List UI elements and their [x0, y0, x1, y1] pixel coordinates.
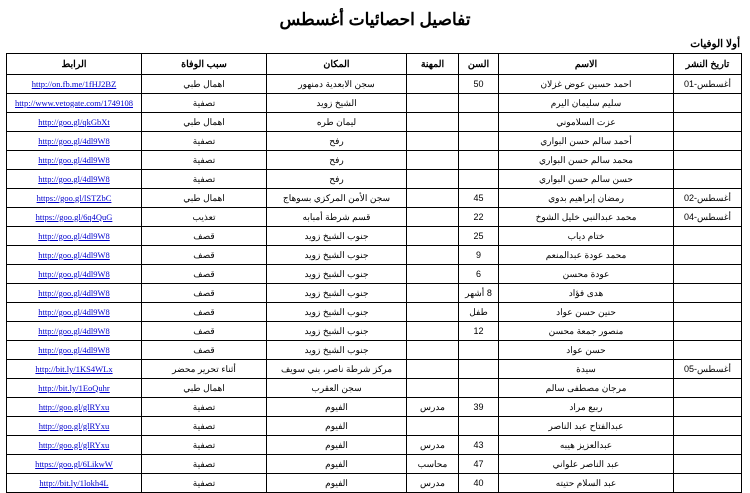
- table-row: [7, 246, 742, 265]
- source-link[interactable]: http://bit.ly/1EoQuhr: [38, 382, 110, 393]
- cell-place: ليمان طره: [267, 113, 407, 132]
- cell-cause: تصفية: [142, 151, 267, 170]
- cell-job: [407, 379, 459, 398]
- cell-job: مدرس: [407, 436, 459, 455]
- cell-place: جنوب الشيخ زويد: [267, 227, 407, 246]
- table-row: [7, 227, 742, 246]
- cell-name: محمد عبدالنبي خليل الشوخ: [499, 208, 674, 227]
- column-header-job: المهنة: [407, 54, 459, 75]
- cell-link: [7, 189, 142, 208]
- cell-cause: اهمال طبي: [142, 189, 267, 208]
- cell-name: مرجان مصطفى سالم: [499, 379, 674, 398]
- cell-publish-date: [674, 246, 742, 265]
- cell-place: جنوب الشيخ زويد: [267, 246, 407, 265]
- cell-age: 50: [459, 75, 499, 94]
- source-link[interactable]: http://bit.ly/1lokh4L: [39, 477, 109, 488]
- source-link[interactable]: http://goo.gl/4dl9W8: [38, 325, 110, 336]
- cell-link: [7, 208, 142, 227]
- cell-publish-date: [674, 94, 742, 113]
- table-row: [7, 417, 742, 436]
- cell-age: 8 أشهر: [459, 284, 499, 303]
- cell-link: [7, 75, 142, 94]
- cell-link: [7, 322, 142, 341]
- source-link[interactable]: http://goo.gl/4dl9W8: [38, 344, 110, 355]
- cell-publish-date: أغسطس-04: [674, 208, 742, 227]
- cell-cause: قصف: [142, 265, 267, 284]
- page-title: تفاصيل احصائيات أغسطس: [279, 10, 471, 29]
- cell-place: سجن الابعدية دمنهور: [267, 75, 407, 94]
- cell-cause: اهمال طبي: [142, 75, 267, 94]
- cell-age: طفل: [459, 303, 499, 322]
- cell-link: [7, 246, 142, 265]
- cell-place: سجن الأمن المركزي بسوهاج: [267, 189, 407, 208]
- cell-job: مدرس: [407, 398, 459, 417]
- source-link[interactable]: https://goo.gl/6LikwW: [35, 458, 113, 469]
- cell-publish-date: [674, 265, 742, 284]
- table-row: [7, 170, 742, 189]
- cell-publish-date: [674, 151, 742, 170]
- table-row: [7, 322, 742, 341]
- deaths-table: [6, 53, 742, 493]
- cell-age: 12: [459, 322, 499, 341]
- cell-link: [7, 436, 142, 455]
- cell-link: [7, 151, 142, 170]
- cell-publish-date: [674, 474, 742, 493]
- source-link[interactable]: http://goo.gl/4dl9W8: [38, 306, 110, 317]
- cell-job: [407, 170, 459, 189]
- cell-age: 22: [459, 208, 499, 227]
- cell-age: [459, 151, 499, 170]
- table-row: [7, 360, 742, 379]
- cell-cause: قصف: [142, 284, 267, 303]
- cell-publish-date: [674, 284, 742, 303]
- cell-cause: تصفية: [142, 455, 267, 474]
- cell-cause: تصفية: [142, 132, 267, 151]
- cell-publish-date: [674, 455, 742, 474]
- cell-name: سيدة: [499, 360, 674, 379]
- table-row: [7, 208, 742, 227]
- source-link[interactable]: http://goo.gl/qkGbXt: [38, 116, 110, 127]
- source-link[interactable]: https://goo.gl/6q4QuG: [35, 211, 113, 222]
- cell-publish-date: أغسطس-01: [674, 75, 742, 94]
- table-row: [7, 436, 742, 455]
- table-row: [7, 94, 742, 113]
- cell-cause: تصفية: [142, 398, 267, 417]
- cell-job: [407, 208, 459, 227]
- cell-job: [407, 113, 459, 132]
- source-link[interactable]: http://goo.gl/4dl9W8: [38, 154, 110, 165]
- table-row: [7, 284, 742, 303]
- cell-job: [407, 341, 459, 360]
- cell-job: [407, 94, 459, 113]
- source-link[interactable]: http://goo.gl/4dl9W8: [38, 268, 110, 279]
- cell-age: [459, 360, 499, 379]
- cell-job: [407, 417, 459, 436]
- cell-publish-date: [674, 379, 742, 398]
- cell-age: 47: [459, 455, 499, 474]
- cell-job: [407, 322, 459, 341]
- cell-cause: اهمال طبي: [142, 379, 267, 398]
- cell-age: [459, 94, 499, 113]
- cell-place: سجن العقرب: [267, 379, 407, 398]
- source-link[interactable]: http://goo.gl/glRYxu: [38, 439, 110, 450]
- cell-place: جنوب الشيخ زويد: [267, 341, 407, 360]
- cell-cause: تعذيب: [142, 208, 267, 227]
- cell-name: عزت السلاموني: [499, 113, 674, 132]
- table-row: [7, 474, 742, 493]
- cell-publish-date: [674, 170, 742, 189]
- cell-job: [407, 75, 459, 94]
- document-page: [0, 10, 750, 488]
- cell-cause: تصفية: [142, 436, 267, 455]
- cell-place: قسم شرطة أمبابه: [267, 208, 407, 227]
- cell-job: [407, 227, 459, 246]
- cell-publish-date: [674, 417, 742, 436]
- cell-age: 6: [459, 265, 499, 284]
- cell-age: 43: [459, 436, 499, 455]
- cell-name: حسن سالم حسن البواري: [499, 170, 674, 189]
- cell-place: مركز شرطة ناصر، بني سويف: [267, 360, 407, 379]
- cell-place: رفح: [267, 170, 407, 189]
- cell-link: [7, 398, 142, 417]
- cell-job: [407, 360, 459, 379]
- source-link[interactable]: http://goo.gl/4dl9W8: [38, 249, 110, 260]
- cell-link: [7, 284, 142, 303]
- table-row: [7, 189, 742, 208]
- table-row: [7, 303, 742, 322]
- cell-age: [459, 417, 499, 436]
- cell-job: [407, 151, 459, 170]
- source-link[interactable]: http://goo.gl/4dl9W8: [38, 230, 110, 241]
- cell-name: حنين حسن عواد: [499, 303, 674, 322]
- cell-name: عبد السلام حتيته: [499, 474, 674, 493]
- cell-link: [7, 341, 142, 360]
- source-link[interactable]: https://goo.gl/lSTZbC: [36, 192, 112, 203]
- cell-place: الشيخ زويد: [267, 94, 407, 113]
- cell-link: [7, 417, 142, 436]
- cell-place: جنوب الشيخ زويد: [267, 322, 407, 341]
- cell-link: [7, 132, 142, 151]
- cell-job: [407, 303, 459, 322]
- table-body: [7, 75, 742, 493]
- table-row: [7, 379, 742, 398]
- column-header-date: تاريخ النشر: [674, 54, 742, 75]
- cell-cause: قصف: [142, 246, 267, 265]
- cell-age: [459, 113, 499, 132]
- column-header-cause: سبب الوفاة: [142, 54, 267, 75]
- cell-link: [7, 170, 142, 189]
- cell-job: [407, 284, 459, 303]
- cell-link: [7, 94, 142, 113]
- cell-name: ربيع مراد: [499, 398, 674, 417]
- table-row: [7, 151, 742, 170]
- cell-place: الفيوم: [267, 436, 407, 455]
- source-link[interactable]: http://goo.gl/4dl9W8: [38, 287, 110, 298]
- cell-link: [7, 227, 142, 246]
- cell-place: الفيوم: [267, 474, 407, 493]
- cell-publish-date: أغسطس-02: [674, 189, 742, 208]
- section-label: أولا الوفيات: [690, 38, 740, 50]
- cell-cause: تصفية: [142, 417, 267, 436]
- cell-publish-date: أغسطس-05: [674, 360, 742, 379]
- cell-publish-date: [674, 113, 742, 132]
- cell-name: ختام دياب: [499, 227, 674, 246]
- column-header-link: الرابط: [7, 54, 142, 75]
- source-link[interactable]: http://goo.gl/4dl9W8: [38, 135, 110, 146]
- source-link[interactable]: http://bit.ly/1KS4WLx: [35, 363, 113, 374]
- cell-name: سليم سليمان اليرم: [499, 94, 674, 113]
- table-row: [7, 132, 742, 151]
- cell-job: مدرس: [407, 474, 459, 493]
- cell-job: [407, 189, 459, 208]
- cell-link: [7, 379, 142, 398]
- cell-cause: أثناء تحرير محضر: [142, 360, 267, 379]
- cell-cause: قصف: [142, 303, 267, 322]
- cell-name: محمد عودة عبدالمنعم: [499, 246, 674, 265]
- source-link[interactable]: http://goo.gl/glRYxu: [38, 401, 110, 412]
- cell-link: [7, 360, 142, 379]
- cell-job: [407, 265, 459, 284]
- table-row: [7, 341, 742, 360]
- cell-age: [459, 379, 499, 398]
- cell-link: [7, 303, 142, 322]
- cell-cause: تصفية: [142, 94, 267, 113]
- cell-publish-date: [674, 322, 742, 341]
- cell-link: [7, 455, 142, 474]
- source-link[interactable]: http://goo.gl/4dl9W8: [38, 173, 110, 184]
- cell-name: احمد حسين عوض غزلان: [499, 75, 674, 94]
- cell-name: عبدالفتاح عبد الناصر: [499, 417, 674, 436]
- cell-place: جنوب الشيخ زويد: [267, 284, 407, 303]
- cell-age: 40: [459, 474, 499, 493]
- cell-age: [459, 170, 499, 189]
- cell-age: 39: [459, 398, 499, 417]
- cell-job: محاسب: [407, 455, 459, 474]
- cell-place: جنوب الشيخ زويد: [267, 303, 407, 322]
- cell-name: محمد سالم حسن البواري: [499, 151, 674, 170]
- source-link[interactable]: http://www.vetogate.com/1749108: [15, 97, 133, 108]
- cell-place: رفح: [267, 132, 407, 151]
- cell-age: 25: [459, 227, 499, 246]
- cell-cause: اهمال طبي: [142, 113, 267, 132]
- cell-age: [459, 341, 499, 360]
- table-row: [7, 455, 742, 474]
- cell-name: عبدالعزيز هيبه: [499, 436, 674, 455]
- source-link[interactable]: http://on.fb.me/1fHJ2BZ: [31, 78, 117, 89]
- cell-publish-date: [674, 436, 742, 455]
- cell-link: [7, 113, 142, 132]
- table-row: [7, 265, 742, 284]
- cell-publish-date: [674, 227, 742, 246]
- cell-name: حسن عواد: [499, 341, 674, 360]
- table-row: [7, 113, 742, 132]
- table-row: [7, 75, 742, 94]
- cell-place: الفيوم: [267, 417, 407, 436]
- cell-name: عبد الناصر علواني: [499, 455, 674, 474]
- cell-publish-date: [674, 132, 742, 151]
- cell-link: [7, 265, 142, 284]
- cell-name: عودة محسن: [499, 265, 674, 284]
- source-link[interactable]: http://goo.gl/glRYxu: [38, 420, 110, 431]
- cell-name: أحمد سالم حسن البواري: [499, 132, 674, 151]
- cell-link: [7, 474, 142, 493]
- cell-job: [407, 132, 459, 151]
- cell-age: [459, 132, 499, 151]
- cell-place: الفيوم: [267, 455, 407, 474]
- column-header-age: السن: [459, 54, 499, 75]
- cell-place: جنوب الشيخ زويد: [267, 265, 407, 284]
- cell-name: هدى فؤاد: [499, 284, 674, 303]
- cell-cause: قصف: [142, 322, 267, 341]
- cell-cause: قصف: [142, 227, 267, 246]
- cell-name: منصور جمعة محسن: [499, 322, 674, 341]
- cell-publish-date: [674, 303, 742, 322]
- table-row: [7, 398, 742, 417]
- cell-job: [407, 246, 459, 265]
- cell-cause: تصفية: [142, 170, 267, 189]
- cell-cause: قصف: [142, 341, 267, 360]
- column-header-place: المكان: [267, 54, 407, 75]
- cell-place: رفح: [267, 151, 407, 170]
- cell-cause: تصفية: [142, 474, 267, 493]
- column-header-name: الاسم: [499, 54, 674, 75]
- cell-age: 9: [459, 246, 499, 265]
- cell-age: 45: [459, 189, 499, 208]
- cell-name: رمضان إبراهيم بدوي: [499, 189, 674, 208]
- table-header-row: [7, 54, 742, 75]
- cell-place: الفيوم: [267, 398, 407, 417]
- cell-publish-date: [674, 398, 742, 417]
- cell-publish-date: [674, 341, 742, 360]
